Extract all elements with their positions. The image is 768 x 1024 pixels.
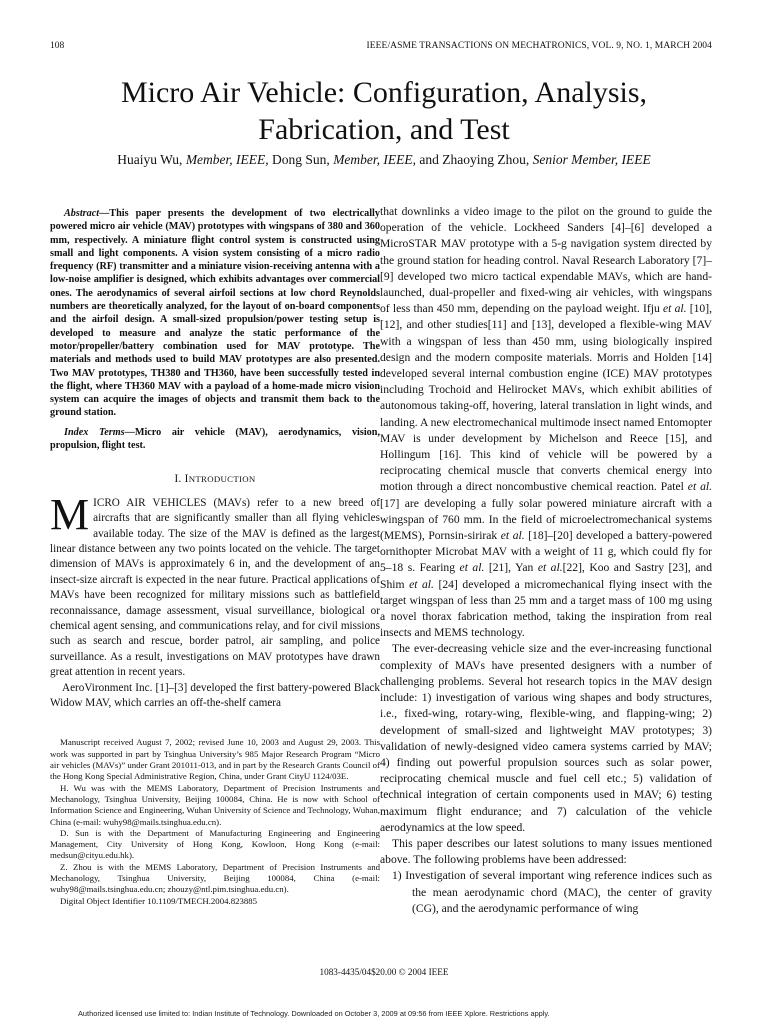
abstract-lead: Abstract	[64, 208, 100, 219]
text-run-italic: et al.	[687, 480, 712, 494]
author-affiliation: Senior Member, IEEE	[532, 152, 651, 167]
running-header: IEEE/ASME TRANSACTIONS ON MECHATRONICS, VOL. 9, NO. 1, MARCH 2004	[366, 41, 712, 51]
text-run: [21], Yan	[484, 561, 538, 575]
author-name: , Dong Sun,	[265, 152, 334, 167]
footnote: Manuscript received August 7, 2002; revised June 10, 2003 and August 29, 2003. This work was supported in part by Tsinghua University’s 985 Major Research Program “Micro air vehicles (MAVs)” under Grant 201011-013, and in part by the Research Grants Council of the Hong Kong Special Administrative Region, China, under Grant CityU 1124/03E.	[50, 737, 380, 782]
author-affiliation: Member, IEEE	[185, 152, 266, 167]
text-run: [22], Koo and Sastry [23], and Shim	[380, 561, 713, 591]
index-terms-lead: Index Terms	[64, 426, 125, 438]
text-run-italic: et al.	[500, 529, 525, 543]
author-name: Huaiyu Wu,	[117, 152, 186, 167]
text-run: [17] are developing a fully solar powered miniature aircraft with a wingspan of 760 mm. In the field of microelectromechanical systems (MEMS), Pornsin-sirirak	[380, 496, 712, 543]
text-run-italic: et al.	[537, 561, 563, 575]
text-run: that downlinks a video image to the pilot on the ground to guide the operation of the vehicle. Lockheed Sanders [4]–[6] developed a MicroSTAR MAV prototype with a 5-g navigation system directed by the ground station for heading control. Naval Research Laboratory [7]–[9] developed two micro tactical expendable MAVs, which are hand-launched, dual-propeller and fixed-wing air vehicles, with wingspans of less than 450 mm, depending on the payload weight. Ifju	[380, 205, 712, 316]
body-paragraph: This paper describes our latest solutions to many issues mentioned above. The following problems have been addressed:	[380, 836, 712, 867]
footnote: Digital Object Identifier 10.1109/TMECH.2004.823885	[60, 895, 258, 906]
author-name: , and Zhaoying Zhou,	[412, 152, 533, 167]
intro-paragraph-2: AeroVironment Inc. [1]–[3] developed the first battery-powered Black Widow MAV, which carries an off-the-shelf camera	[50, 681, 380, 710]
right-column	[380, 204, 712, 917]
paper-title: Micro Air Vehicle: Configuration, Analysis, Fabrication, and Test	[120, 76, 648, 146]
author-line	[60, 152, 708, 168]
section-title-rest: NTRODUCTION	[188, 474, 256, 485]
footnote: D. Sun is with the Department of Manufacturing Engineering and Engineering Management, City University of Hong Kong, Kowloon, Hong Kong (e-mail: medsun@cityu.edu.hk).	[50, 827, 380, 861]
intro-paragraph	[50, 489, 380, 681]
left-column	[50, 207, 380, 907]
copyright-line: 1083-4435/04$20.00 © 2004 IEEE	[319, 967, 449, 977]
section-initial: I	[184, 473, 189, 486]
index-terms	[50, 426, 380, 453]
text-run: [10], [12], and other studies[11] and [13], developed a flexible-wing MAV with a wingspan of less than 450 mm, using biologically inspired design and the modern composite materials. Morris and Holden [14] developed several internal combustion engine (ICE) MAV prototypes including Trochoid and Helirocket MAVs, which exhibit abilities of autonomous taking-off, hovering, lateral translation in light winds, and landing. A new electromechanical multimode insect named Entomopter MAV is under development by Michelson and Reece [15], and Hollingum [16]. This kind of vehicle will be powered by a reciprocating chemical muscle that converts chemical energy into motion through a direct noncombustive chemical reaction. Patel	[380, 302, 712, 494]
body-paragraph	[380, 204, 712, 641]
body-paragraph: The ever-decreasing vehicle size and the ever-increasing functional complexity of MAVs have presented designers with a number of challenging problems. Several hot research topics in the MAV design include: 1) investigation of various wing shapes and body structures, i.e., fixed-wing, rotary-wing, flexible-wing, and flapping-wing; 2) development of small-sized and lightweight MAV prototypes; 3) validation of newly-designed video camera systems carried by MAV; 4) finding out powerful propulsion sources such as solar power, reciprocating chemical muscle and fuel cell etc.; 5) validation of technical integration of certain components used in MAV; 6) testing maximum flight endurance; and 7) calculation of the vehicle aerodynamics at the low speed.	[380, 642, 712, 834]
list-item: 1) Investigation of several important wing reference indices such as the mean aerodynamic chord (MAC), the center of gravity (CG), and the aerodynamic performance of wing	[392, 869, 712, 915]
abstract	[50, 207, 380, 420]
footnote: Z. Zhou is with the MEMS Laboratory, Department of Precision Instruments and Mechanology, Tsinghua University, Beijing 100084, China (e-mail: wuhy98@mails.tsinghua.edu.cn; zhouzy@ntl.pim.tsinghua.edu.cn).	[50, 861, 380, 895]
author-affiliation: Member, IEEE	[333, 152, 413, 167]
text-run: [24] developed a micromechanical flying insect with the target wingspan of less than 25 mm and a target mass of 100 mg using a novel thorax fabrication method, taking the inspiration from real insects and MEMS technology.	[380, 577, 712, 640]
index-terms-text: —Micro air vehicle (MAV), aerodynamics, vision, propulsion, flight test.	[50, 426, 380, 452]
page-number: 108	[50, 41, 65, 51]
drop-cap: M	[50, 489, 90, 539]
text-run: [18]–[20] developed a battery-powered ornithopter Microbat MAV with a weight of 11 g, which could fly for 5–18 s. Fearing	[380, 529, 712, 575]
section-heading	[50, 472, 380, 487]
intro-text: ICRO AIR VEHICLES (MAVs) refer to a new breed of aircrafts that are significantly smaller than all flying vehicles available today. The size of the MAV is defined as the largest linear distance between any two points located on the vehicle. The target dimension of MAVs is approximately 6 in, and the development of an insect-size aircraft is expected in the near future. Practical applications of MAVs have been recognized for military missions such as battlefield reconnaissance, damage assessment, visual surveillance, biological or chemical agent sensing, and communications relay, and for civil missions such as search and rescue, border patrol, air sampling, and police surveillance. As a result, investigations on MAV prototypes have drawn great attention in recent years.	[50, 496, 380, 679]
footnote: H. Wu was with the MEMS Laboratory, Department of Precision Instruments and Mechanology, Tsinghua University, Beijing 100084, China. He is now with School of Information Science and Engineering, Wuhan University of Science and Technology, Wuhan, China (e-mail: wuhy98@mails.tsinghua.edu.cn).	[50, 782, 380, 827]
text-run-italic: et al.	[459, 561, 485, 575]
licensing-notice: Authorized licensed use limited to: Indian Institute of Technology. Downloaded on October 3, 2009 at 09:56 from IEEE Xplore. Restrictions apply.	[78, 1009, 550, 1018]
section-numeral: I.	[174, 473, 185, 486]
footnotes	[50, 737, 380, 906]
abstract-text: —This paper presents the development of two electrically powered micro air vehicle (MAV) prototypes with wingspans of 380 and 360 mm, respectively. A miniature flight control system is constructed using small and light components. A vision system consisting of a micro radio frequency (RF) transmitter and a miniature vision-receiving antenna with a low-noise amplifier is designed, which exhibits advantages over commercial ones. The aerodynamics of several airfoil sections at low chord Reynolds numbers are theoretically analyzed, for the layout of on-board components and the airfoil design. A small-sized propulsion/power testing setup is developed to measure and analyze the static performance of the motor/propeller/battery combination used for MAV prototype. The materials and methods used to build MAV prototypes are also presented. Two MAV prototypes, TH380 and TH360, have been successfully tested in the flight, where TH360 MAV with a payload of a home-made micro vision system can acquire the images of objects and transmit them back to the ground station.	[50, 208, 380, 419]
text-run-italic: et al.	[409, 577, 434, 591]
text-run-italic: et al.	[662, 302, 687, 316]
